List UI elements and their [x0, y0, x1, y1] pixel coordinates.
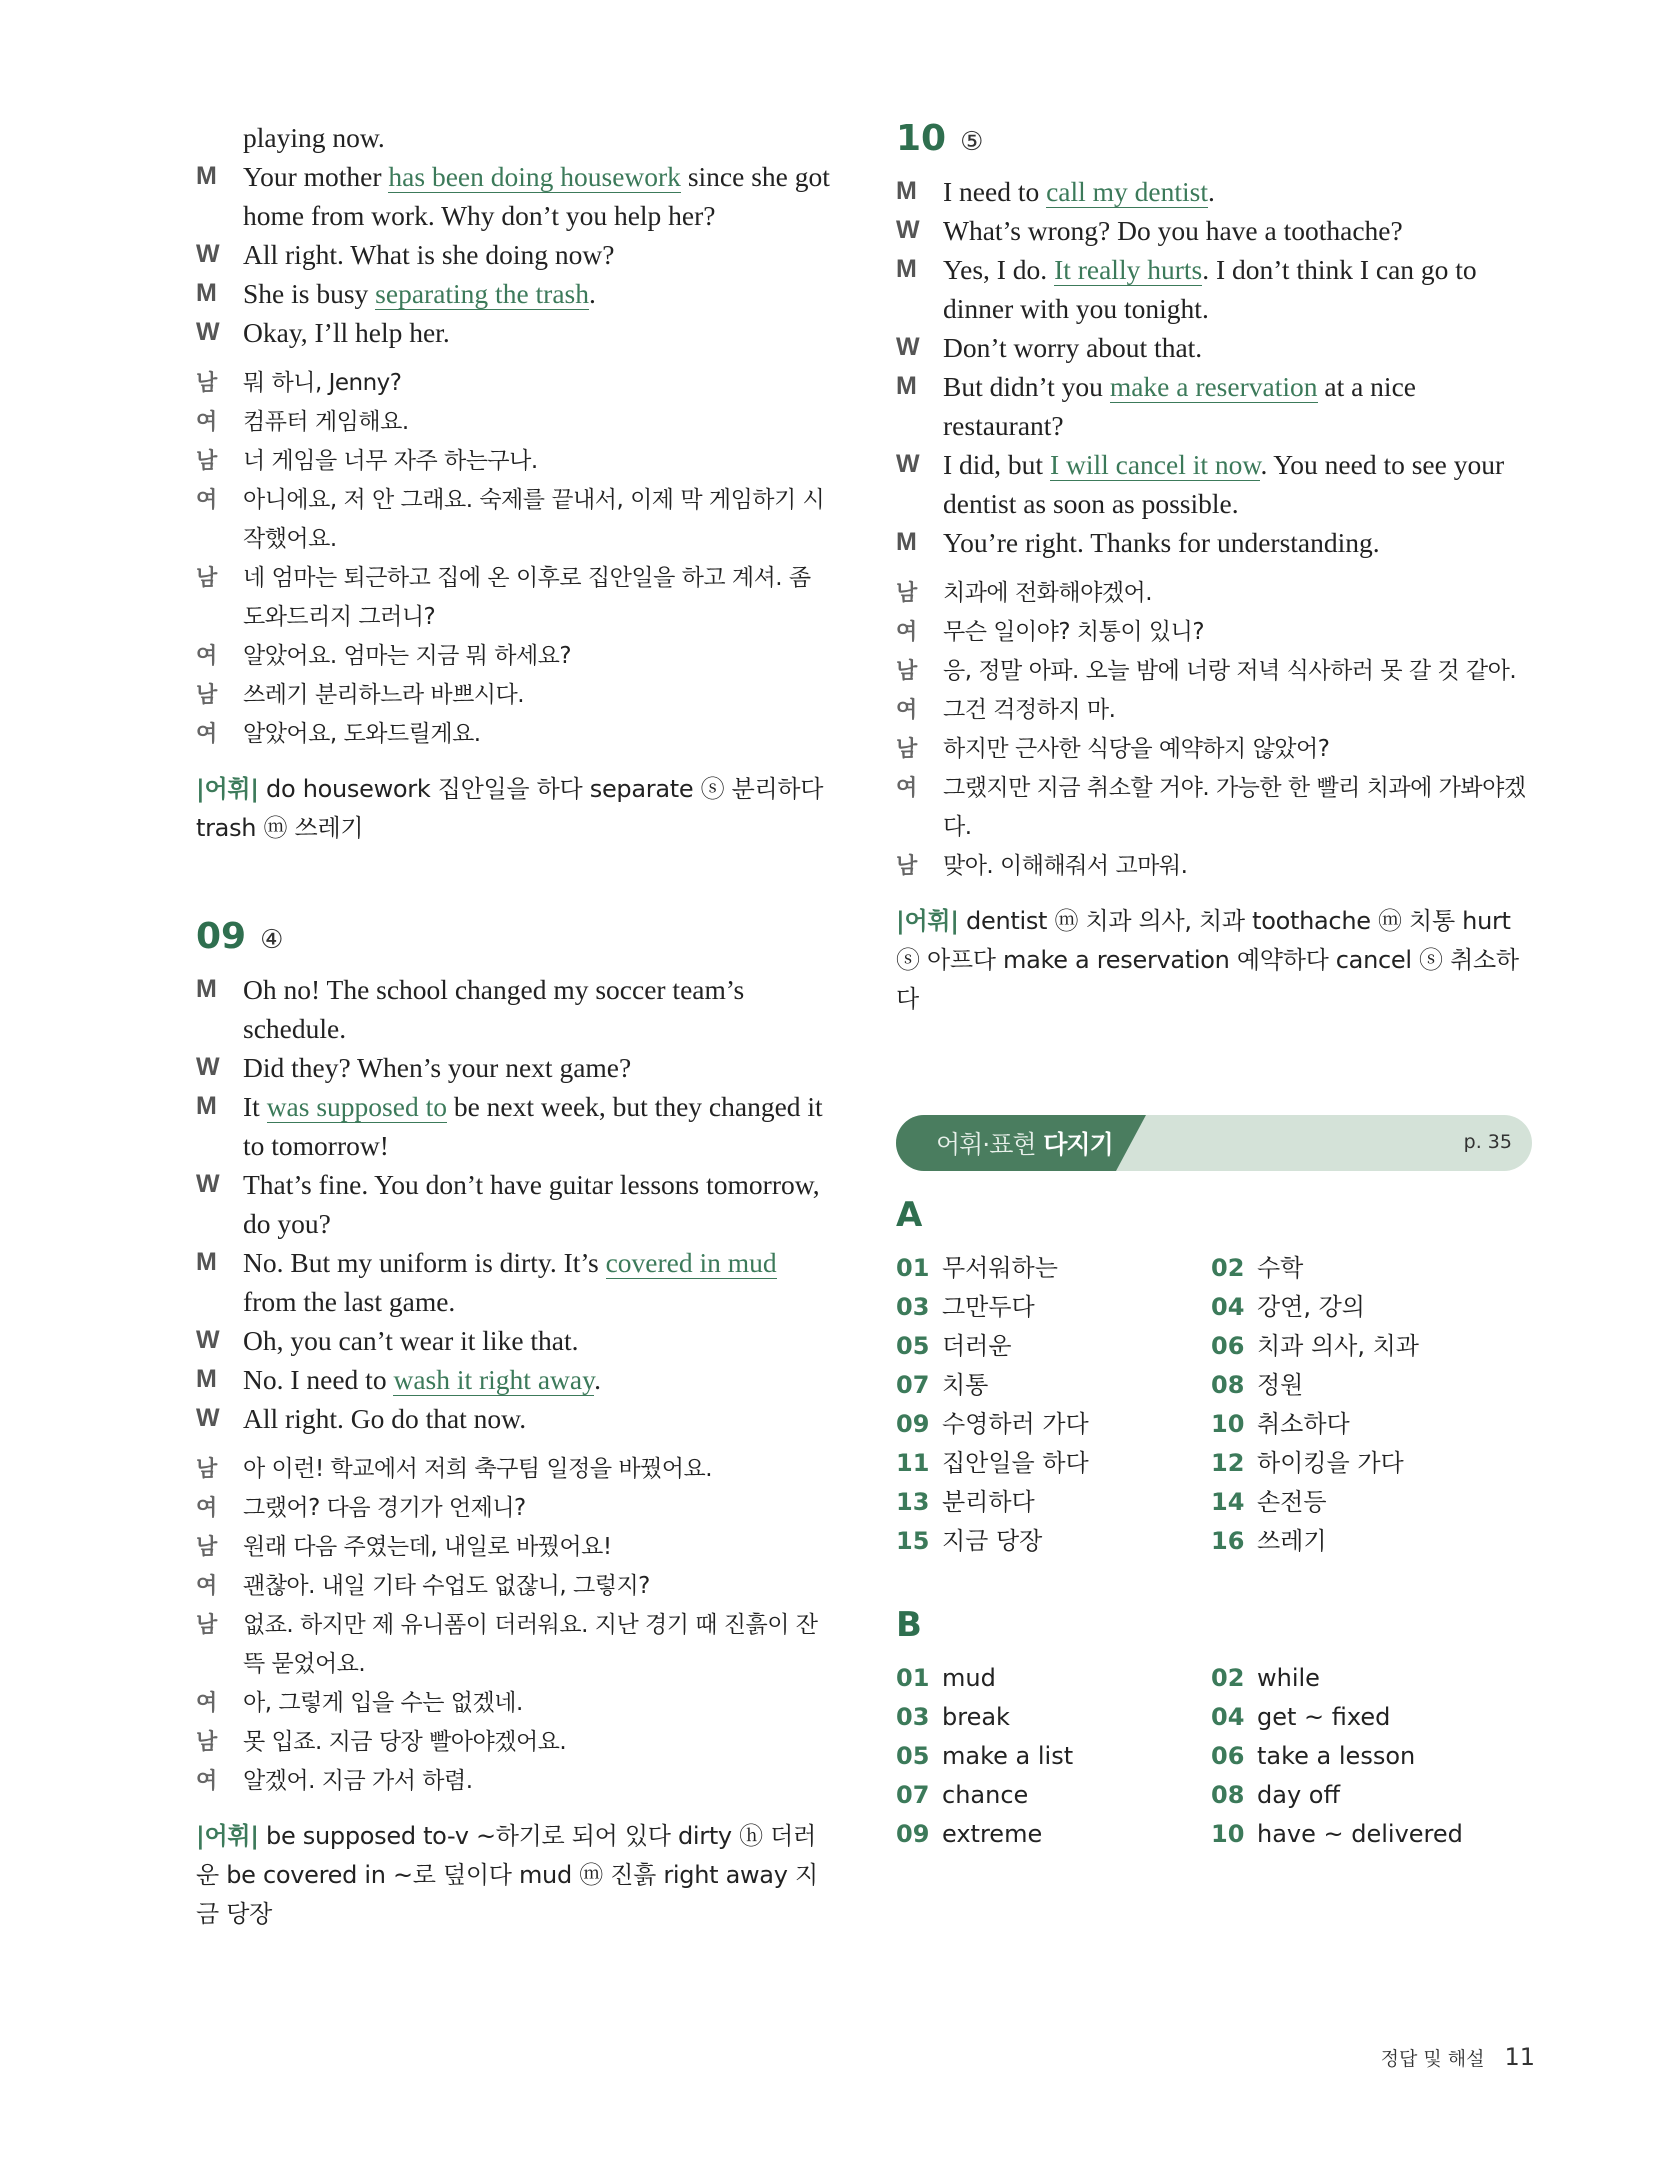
text-segment: I need to [943, 176, 1047, 207]
line-text [896, 328, 1532, 367]
dialogue-line [196, 274, 836, 313]
speaker-label: 여 [896, 776, 917, 801]
translation-line [896, 613, 1532, 652]
line-text: 맞아. 이해해줘서 고마워. [943, 853, 1188, 879]
translation-line [196, 1567, 836, 1606]
speaker-label: W [196, 240, 220, 268]
speaker-label: 남 [896, 737, 917, 762]
item-number: 13 [896, 1488, 930, 1516]
item-text: chance [942, 1781, 1029, 1809]
item-number: 09 [896, 1820, 930, 1848]
vocab-answer-item [1211, 1815, 1526, 1854]
speaker-label: 남 [196, 449, 217, 474]
q10-english-dialogue [896, 172, 1532, 562]
answer-mark: ⑤ [960, 127, 984, 157]
item-text: break [942, 1703, 1010, 1731]
translation-line [196, 676, 836, 715]
text-segment: All right. Go do that now. [243, 1403, 527, 1434]
dialogue-line [196, 1165, 836, 1243]
item-text: 손전등 [1257, 1488, 1327, 1516]
line-text [196, 1048, 836, 1087]
speaker-label: M [196, 1365, 217, 1393]
speaker-label: 남 [896, 854, 917, 879]
vocab-text: dentist ⓜ 치과 의사, 치과 toothache ⓜ 치통 hurt ⓢ 아프다 make a reservation 예약하다 cancel ⓢ 취소하다 [896, 907, 1519, 1013]
item-text: make a list [942, 1742, 1074, 1770]
vocab-answer-item [896, 1249, 1211, 1288]
speaker-label: 여 [196, 1769, 217, 1794]
item-text: 그만두다 [942, 1293, 1035, 1321]
item-text: 더러운 [942, 1332, 1012, 1360]
text-segment: . [1208, 176, 1215, 207]
item-number: 03 [896, 1703, 930, 1731]
item-number: 06 [1211, 1332, 1245, 1360]
speaker-label: 남 [896, 659, 917, 684]
translation-line [896, 652, 1532, 691]
dialogue-line [896, 172, 1532, 211]
vocab-answer-item [896, 1405, 1211, 1444]
line-text [896, 445, 1532, 523]
text-segment: Yes, I do. [943, 254, 1055, 285]
item-text: have ~ delivered [1257, 1820, 1463, 1848]
speaker-label: 남 [896, 581, 917, 606]
speaker-label: M [896, 177, 917, 205]
item-text: 하이킹을 가다 [1257, 1449, 1404, 1477]
vocab-answer-item [896, 1698, 1211, 1737]
speaker-label: W [196, 1404, 220, 1432]
line-text: 알았어요. 엄마는 지금 뭐 하세요? [243, 643, 572, 669]
translation-line [196, 364, 836, 403]
item-number: 12 [1211, 1449, 1245, 1477]
dialogue-line [196, 1243, 836, 1321]
dialogue-line [196, 313, 836, 352]
highlighted-phrase: It really hurts [1054, 254, 1203, 285]
item-text: extreme [942, 1820, 1043, 1848]
line-text [196, 235, 836, 274]
page-reference: p. 35 [1463, 1131, 1512, 1153]
vocab-answer-item [1211, 1249, 1526, 1288]
speaker-label: M [196, 162, 217, 190]
line-text [196, 1360, 836, 1399]
text-segment: That’s fine. You don’t have guitar lessons tomorrow, do you? [243, 1169, 820, 1239]
speaker-label: 남 [196, 566, 217, 591]
line-text [896, 367, 1532, 445]
line-text: 너 게임을 너무 자주 하는구나. [243, 448, 538, 474]
dialogue-line [196, 118, 836, 157]
highlighted-phrase: covered in mud [605, 1247, 777, 1278]
vocab-answer-item [1211, 1737, 1526, 1776]
speaker-label: M [196, 1092, 217, 1120]
item-text: mud [942, 1664, 996, 1692]
item-text: 지금 당장 [942, 1527, 1043, 1555]
q8-korean-dialogue [196, 364, 836, 754]
item-number: 06 [1211, 1742, 1245, 1770]
line-text: 뭐 하니, Jenny? [243, 370, 402, 396]
vocab-answer-item [1211, 1522, 1526, 1561]
translation-line [896, 730, 1532, 769]
item-number: 01 [896, 1254, 930, 1282]
item-number: 10 [1211, 1410, 1245, 1438]
line-text: 컴퓨터 게임해요. [243, 409, 409, 435]
text-segment: What’s wrong? Do you have a toothache? [943, 215, 1403, 246]
highlighted-phrase: wash it right away [393, 1364, 595, 1395]
vocab-answer-item [1211, 1698, 1526, 1737]
translation-line [196, 1606, 836, 1684]
dialogue-line [196, 1399, 836, 1438]
highlighted-phrase: was supposed to [266, 1091, 447, 1122]
translation-line [196, 442, 836, 481]
dialogue-line [896, 523, 1532, 562]
translation-line [896, 574, 1532, 613]
line-text: 그랬어? 다음 경기가 언제니? [243, 1495, 526, 1521]
dialogue-line [196, 1321, 836, 1360]
line-text: 원래 다음 주였는데, 내일로 바꿨어요! [243, 1534, 612, 1560]
vocab-answer-item [1211, 1776, 1526, 1815]
line-text: 쓰레기 분리하느라 바쁘시다. [243, 682, 525, 708]
text-segment: No. But my uniform is dirty. It’s [243, 1247, 606, 1278]
speaker-label: W [196, 1326, 220, 1354]
vocab-text: be supposed to-v ~하기로 되어 있다 dirty ⓗ 더러운 be covered in ~로 덮이다 mud ⓜ 진흙 right away 지금 당장 [196, 1822, 818, 1928]
item-text: 취소하다 [1257, 1410, 1350, 1438]
translation-line [196, 1528, 836, 1567]
item-text: 수학 [1257, 1254, 1304, 1282]
text-segment: Don’t worry about that. [943, 332, 1203, 363]
answer-mark: ④ [260, 925, 284, 955]
item-number: 05 [896, 1332, 930, 1360]
speaker-label: 남 [196, 1613, 217, 1638]
item-number: 09 [896, 1410, 930, 1438]
line-text: 못 입죠. 지금 당장 빨아야겠어요. [243, 1729, 567, 1755]
section-a-grid [896, 1249, 1532, 1561]
translation-line [196, 559, 836, 637]
dialogue-line [196, 157, 836, 235]
speaker-label: 남 [196, 371, 217, 396]
item-text: 치과 의사, 치과 [1257, 1332, 1419, 1360]
text-segment: Okay, I’ll help her. [243, 317, 450, 348]
item-number: 16 [1211, 1527, 1245, 1555]
speaker-label: M [196, 279, 217, 307]
banner-title [936, 1125, 1113, 1161]
speaker-label: W [896, 450, 920, 478]
translation-line [196, 481, 836, 559]
dialogue-line [196, 235, 836, 274]
dialogue-line [896, 445, 1532, 523]
translation-line [896, 847, 1532, 886]
item-number: 04 [1211, 1703, 1245, 1731]
translation-line [196, 715, 836, 754]
section-b-label: B [896, 1605, 922, 1645]
text-segment: Oh no! The school changed my soccer team’s schedule. [243, 974, 745, 1044]
speaker-label: M [196, 975, 217, 1003]
item-number: 03 [896, 1293, 930, 1321]
line-text [196, 157, 836, 235]
line-text [196, 118, 836, 157]
q9-vocab [196, 1817, 836, 1934]
vocab-label: |어휘| [196, 775, 259, 803]
item-number: 07 [896, 1781, 930, 1809]
text-segment: You’re right. Thanks for understanding. [943, 527, 1380, 558]
banner-title-a: 어휘·표현 [936, 1130, 1036, 1159]
vocab-answer-item [1211, 1483, 1526, 1522]
line-text: 아니에요, 저 안 그래요. 숙제를 끝내서, 이제 막 게임하기 시작했어요. [243, 487, 825, 552]
speaker-label: 여 [196, 1496, 217, 1521]
item-text: 무서워하는 [942, 1254, 1058, 1282]
highlighted-phrase: separating the trash [375, 278, 589, 309]
dialogue-line [196, 1360, 836, 1399]
q10-vocab [896, 902, 1532, 1019]
translation-line [196, 1684, 836, 1723]
line-text [896, 250, 1532, 328]
speaker-label: 여 [896, 620, 917, 645]
line-text [196, 1243, 836, 1321]
speaker-label: W [896, 333, 920, 361]
item-text: 분리하다 [942, 1488, 1035, 1516]
speaker-label: 여 [196, 722, 217, 747]
q9-korean-dialogue [196, 1450, 836, 1801]
speaker-label: 남 [196, 1457, 217, 1482]
translation-line [196, 403, 836, 442]
vocab-answer-item [896, 1483, 1211, 1522]
section-b-grid [896, 1659, 1532, 1854]
item-number: 14 [1211, 1488, 1245, 1516]
text-segment: All right. What is she doing now? [243, 239, 615, 270]
dialogue-line [196, 970, 836, 1048]
right-column [896, 118, 1532, 1854]
line-text [196, 274, 836, 313]
dialogue-line [196, 1048, 836, 1087]
item-text: day off [1257, 1781, 1340, 1809]
translation-line [196, 1762, 836, 1801]
highlighted-phrase: has been doing housework [388, 161, 681, 192]
line-text: 알겠어. 지금 가서 하렴. [243, 1768, 473, 1794]
text-segment: playing now. [243, 122, 385, 153]
text-segment: But didn’t you [943, 371, 1110, 402]
line-text: 그랬지만 지금 취소할 거야. 가능한 한 빨리 치과에 가봐야겠다. [943, 775, 1526, 840]
item-number: 02 [1211, 1254, 1245, 1282]
item-number: 10 [1211, 1820, 1245, 1848]
speaker-label: 여 [196, 644, 217, 669]
text-segment: No. I need to [243, 1364, 394, 1395]
line-text [196, 1087, 836, 1165]
speaker-label: M [896, 372, 917, 400]
line-text [196, 1321, 836, 1360]
text-segment: . [588, 278, 596, 309]
dialogue-line [196, 1087, 836, 1165]
line-text: 치과에 전화해야겠어. [943, 580, 1153, 606]
vocab-answer-item [1211, 1288, 1526, 1327]
line-text [896, 523, 1532, 562]
vocab-answer-item [1211, 1444, 1526, 1483]
line-text: 아 이런! 학교에서 저희 축구팀 일정을 바꿨어요. [243, 1456, 713, 1482]
q9-english-dialogue [196, 970, 836, 1438]
vocab-answer-item [896, 1327, 1211, 1366]
q10-header [896, 118, 1532, 162]
vocab-answer-item [896, 1444, 1211, 1483]
footer-label: 정답 및 해설 [1380, 2048, 1485, 2070]
speaker-label: 여 [196, 488, 217, 513]
line-text: 그건 걱정하지 마. [943, 697, 1116, 723]
speaker-label: 여 [196, 1574, 217, 1599]
q10-korean-dialogue [896, 574, 1532, 886]
q9-header [196, 916, 836, 960]
vocab-label: |어휘| [196, 1822, 259, 1850]
item-text: 정원 [1257, 1371, 1304, 1399]
speaker-label: 남 [196, 1535, 217, 1560]
banner-title-b: 다지기 [1043, 1130, 1113, 1159]
translation-line [196, 1450, 836, 1489]
text-segment: at a nice restaurant? [943, 371, 1416, 441]
text-segment: Your mother [243, 161, 389, 192]
speaker-label: 남 [196, 1730, 217, 1755]
q8-vocab [196, 770, 836, 848]
item-number: 15 [896, 1527, 930, 1555]
item-text: 집안일을 하다 [942, 1449, 1089, 1477]
vocab-answer-item [896, 1366, 1211, 1405]
dialogue-line [896, 250, 1532, 328]
line-text: 알았어요, 도와드릴게요. [243, 721, 481, 747]
line-text: 없죠. 하지만 제 유니폼이 더러워요. 지난 경기 때 진흙이 잔뜩 묻었어요. [243, 1612, 818, 1677]
item-text: while [1257, 1664, 1320, 1692]
speaker-label: W [196, 318, 220, 346]
section-a-label: A [896, 1195, 923, 1235]
translation-line [896, 691, 1532, 730]
vocab-answer-item [1211, 1659, 1526, 1698]
text-segment: be next week, but they changed it to tomorrow! [243, 1091, 823, 1161]
speaker-label: M [196, 1248, 217, 1276]
review-banner [896, 1115, 1532, 1171]
vocab-answer-item [896, 1815, 1211, 1854]
speaker-label: W [896, 216, 920, 244]
dialogue-line [896, 367, 1532, 445]
text-segment: It [243, 1091, 267, 1122]
item-text: take a lesson [1257, 1742, 1416, 1770]
line-text: 아, 그렇게 입을 수는 없겠네. [243, 1690, 523, 1716]
speaker-label: 남 [196, 683, 217, 708]
q8-english-dialogue [196, 118, 836, 352]
item-text: 치통 [942, 1371, 989, 1399]
line-text [896, 211, 1532, 250]
line-text: 네 엄마는 퇴근하고 집에 온 이후로 집안일을 하고 계셔. 좀 도와드리지 그러니? [243, 565, 811, 630]
line-text [896, 172, 1532, 211]
text-segment: I did, but [943, 449, 1050, 480]
translation-line [196, 1489, 836, 1528]
speaker-label: W [196, 1053, 220, 1081]
speaker-label: 여 [196, 410, 217, 435]
line-text [196, 1165, 836, 1243]
line-text: 괜찮아. 내일 기타 수업도 없잖니, 그렇지? [243, 1573, 650, 1599]
vocab-answer-item [896, 1288, 1211, 1327]
text-segment: She is busy [243, 278, 376, 309]
item-number: 05 [896, 1742, 930, 1770]
item-text: 수영하러 가다 [942, 1410, 1089, 1438]
item-number: 01 [896, 1664, 930, 1692]
speaker-label: M [896, 255, 917, 283]
page-footer [1381, 2043, 1535, 2071]
dialogue-line [896, 211, 1532, 250]
line-text: 무슨 일이야? 치통이 있니? [943, 619, 1205, 645]
item-number: 04 [1211, 1293, 1245, 1321]
vocab-text: do housework 집안일을 하다 separate ⓢ 분리하다 trash ⓜ 쓰레기 [196, 775, 824, 842]
item-number: 02 [1211, 1664, 1245, 1692]
item-number: 08 [1211, 1781, 1245, 1809]
vocab-answer-item [896, 1659, 1211, 1698]
page-number: 11 [1504, 2043, 1535, 2071]
speaker-label: 여 [196, 1691, 217, 1716]
question-number: 10 [896, 118, 947, 159]
line-text: 응, 정말 아파. 오늘 밤에 너랑 저녁 식사하러 못 갈 것 같아. [943, 658, 1517, 684]
translation-line [196, 1723, 836, 1762]
translation-line [896, 769, 1532, 847]
left-column [196, 118, 836, 1934]
line-text [196, 313, 836, 352]
item-number: 08 [1211, 1371, 1245, 1399]
highlighted-phrase: call my dentist [1046, 176, 1209, 207]
translation-line [196, 637, 836, 676]
vocab-answer-item [1211, 1405, 1526, 1444]
highlighted-phrase: I will cancel it now [1049, 449, 1261, 480]
text-segment: since she got home from work. Why don’t you help her? [243, 161, 830, 231]
vocab-answer-item [896, 1776, 1211, 1815]
speaker-label: M [896, 528, 917, 556]
speaker-label: W [196, 1170, 220, 1198]
item-text: 쓰레기 [1257, 1527, 1327, 1555]
text-segment: from the last game. [243, 1286, 456, 1317]
text-segment: . [594, 1364, 601, 1395]
vocab-answer-item [1211, 1366, 1526, 1405]
highlighted-phrase: make a reservation [1109, 371, 1318, 402]
vocab-answer-item [896, 1737, 1211, 1776]
speaker-label: 여 [896, 698, 917, 723]
vocab-answer-item [896, 1522, 1211, 1561]
line-text [196, 970, 836, 1048]
item-number: 11 [896, 1449, 930, 1477]
vocab-label: |어휘| [896, 907, 959, 935]
item-number: 07 [896, 1371, 930, 1399]
item-text: get ~ fixed [1257, 1703, 1391, 1731]
question-number: 09 [196, 916, 247, 957]
vocab-answer-item [1211, 1327, 1526, 1366]
text-segment: . I don’t think I can go to dinner with you tonight. [943, 254, 1477, 324]
text-segment: . You need to see your dentist as soon as possible. [943, 449, 1505, 519]
line-text: 하지만 근사한 식당을 예약하지 않았어? [943, 736, 1330, 762]
line-text [196, 1399, 836, 1438]
text-segment: Did they? When’s your next game? [243, 1052, 632, 1083]
item-text: 강연, 강의 [1257, 1293, 1365, 1321]
dialogue-line [896, 328, 1532, 367]
text-segment: Oh, you can’t wear it like that. [243, 1325, 579, 1356]
